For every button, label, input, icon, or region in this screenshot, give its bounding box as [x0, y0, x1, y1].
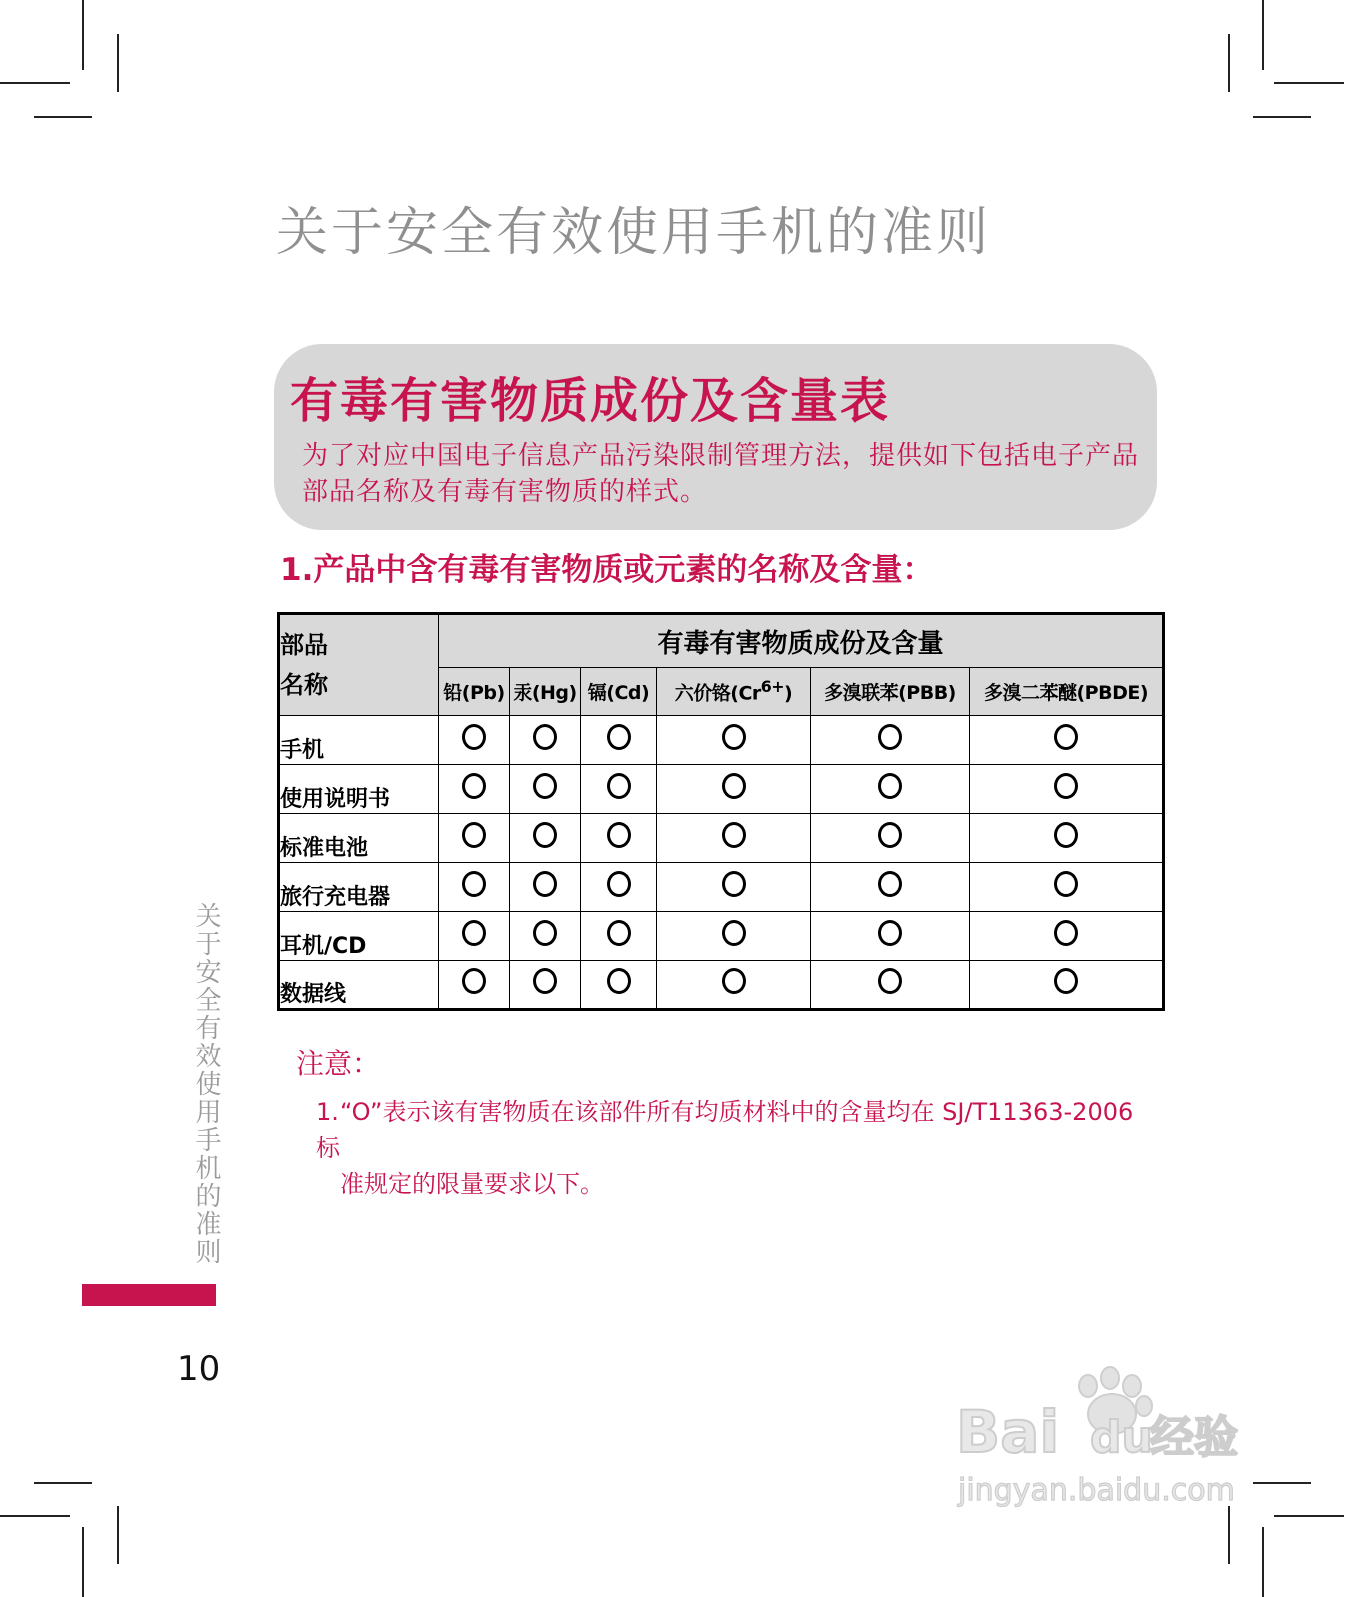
circle-o-mark	[1054, 968, 1078, 994]
svg-text:du: du	[1090, 1412, 1153, 1463]
part-header-line2: 名称	[280, 671, 328, 699]
substance-mark-cell	[581, 765, 657, 814]
substance-mark-cell	[510, 814, 581, 863]
substance-mark-cell	[510, 863, 581, 912]
circle-o-mark	[607, 822, 631, 848]
part-header-line1: 部品	[280, 631, 328, 659]
circle-o-mark	[1054, 724, 1078, 750]
substance-mark-cell	[510, 765, 581, 814]
substance-mark-cell	[439, 912, 510, 961]
substance-mark-cell	[510, 961, 581, 1010]
part-name-cell: 使用说明书	[279, 765, 439, 814]
circle-o-mark	[462, 968, 486, 994]
circle-o-mark	[878, 968, 902, 994]
note-item-number: 1.	[316, 1098, 339, 1126]
circle-o-mark	[722, 822, 746, 848]
note-item	[316, 1094, 1156, 1202]
circle-o-mark	[462, 871, 486, 897]
substance-mark-cell	[811, 765, 970, 814]
crop-mark	[34, 1482, 92, 1484]
hazardous-substance-table	[277, 612, 1165, 1011]
substance-mark-cell	[811, 961, 970, 1010]
column-header-pb: 铅(Pb)	[439, 668, 510, 716]
side-section-label: 关于安全有效使用手机的准则	[191, 902, 221, 1266]
substance-mark-cell	[970, 814, 1164, 863]
column-header-pbb: 多溴联苯(PBB)	[811, 668, 970, 716]
circle-o-mark	[462, 773, 486, 799]
circle-o-mark	[607, 871, 631, 897]
substance-mark-cell	[439, 814, 510, 863]
table-row	[279, 961, 1164, 1010]
substance-mark-cell	[581, 912, 657, 961]
crop-mark	[1262, 1527, 1264, 1597]
circle-o-mark	[607, 724, 631, 750]
substance-mark-cell	[510, 716, 581, 765]
circle-o-mark	[878, 724, 902, 750]
cr6-label: 六价铬(Cr	[674, 682, 761, 705]
substance-mark-cell	[510, 912, 581, 961]
part-name-cell: 旅行充电器	[279, 863, 439, 912]
column-header-cr6	[657, 668, 811, 716]
crop-mark	[82, 1527, 84, 1597]
column-header-pbde: 多溴二苯醚(PBDE)	[970, 668, 1164, 716]
circle-o-mark	[462, 920, 486, 946]
circle-o-mark	[1054, 822, 1078, 848]
circle-o-mark	[722, 724, 746, 750]
circle-o-mark	[533, 724, 557, 750]
circle-o-mark	[722, 968, 746, 994]
circle-o-mark	[462, 822, 486, 848]
crop-mark	[117, 34, 119, 92]
circle-o-mark	[722, 773, 746, 799]
intro-text: 为了对应中国电子信息产品污染限制管理方法，提供如下包括电子产品部品名称及有毒有害物质的样式。	[302, 441, 1140, 507]
circle-o-mark	[533, 822, 557, 848]
circle-o-mark	[878, 871, 902, 897]
cr6-close: )	[784, 682, 793, 705]
svg-text:jingyan.baidu.com: jingyan.baidu.com	[958, 1473, 1235, 1508]
table-row	[279, 716, 1164, 765]
substance-mark-cell	[439, 961, 510, 1010]
page-number: 10	[177, 1349, 221, 1389]
circle-o-mark	[1054, 773, 1078, 799]
substance-mark-cell	[581, 716, 657, 765]
note-title: 注意：	[296, 1047, 381, 1080]
substance-mark-cell	[581, 814, 657, 863]
substance-mark-cell	[811, 716, 970, 765]
substance-mark-cell	[581, 863, 657, 912]
substance-mark-cell	[657, 765, 811, 814]
circle-o-mark	[462, 724, 486, 750]
substance-mark-cell	[657, 716, 811, 765]
table-row	[279, 863, 1164, 912]
substance-mark-cell	[439, 716, 510, 765]
column-header-cd: 镉(Cd)	[581, 668, 657, 716]
part-name-cell: 数据线	[279, 961, 439, 1010]
circle-o-mark	[607, 920, 631, 946]
crop-mark	[1274, 82, 1344, 84]
substance-mark-cell	[970, 961, 1164, 1010]
side-accent-bar	[82, 1284, 216, 1306]
note-item-line2: 准规定的限量要求以下。	[340, 1170, 604, 1198]
circle-o-mark	[533, 871, 557, 897]
substance-mark-cell	[657, 863, 811, 912]
substance-group-header: 有毒有害物质成份及含量	[439, 614, 1164, 668]
circle-o-mark	[1054, 920, 1078, 946]
crop-mark	[82, 0, 84, 70]
baidu-jingyan-watermark-logo	[950, 1364, 1270, 1514]
crop-mark	[117, 1506, 119, 1564]
circle-o-mark	[722, 871, 746, 897]
circle-o-mark	[533, 773, 557, 799]
part-name-cell: 标准电池	[279, 814, 439, 863]
circle-o-mark	[878, 773, 902, 799]
svg-text:Bai: Bai	[956, 1398, 1060, 1466]
crop-mark	[1228, 34, 1230, 92]
crop-mark	[1262, 0, 1264, 70]
circle-o-mark	[533, 920, 557, 946]
substance-mark-cell	[970, 716, 1164, 765]
circle-o-mark	[878, 920, 902, 946]
substance-mark-cell	[657, 912, 811, 961]
column-header-hg: 汞(Hg)	[510, 668, 581, 716]
crop-mark	[1253, 116, 1311, 118]
svg-text:经验: 经验	[1150, 1412, 1238, 1463]
substance-mark-cell	[970, 912, 1164, 961]
substance-mark-cell	[811, 814, 970, 863]
substance-mark-cell	[439, 863, 510, 912]
intro-heading: 有毒有害物质成份及含量表	[290, 373, 891, 429]
crop-mark	[0, 82, 70, 84]
crop-mark	[34, 116, 92, 118]
table-row	[279, 814, 1164, 863]
substance-mark-cell	[811, 863, 970, 912]
substance-mark-cell	[970, 765, 1164, 814]
substance-mark-cell	[811, 912, 970, 961]
section-title: 1.产品中含有毒有害物质或元素的名称及含量：	[280, 552, 934, 588]
part-name-cell: 耳机/CD	[279, 912, 439, 961]
cr6-superscript: 6+	[760, 677, 785, 697]
circle-o-mark	[607, 773, 631, 799]
substance-mark-cell	[657, 961, 811, 1010]
part-name-cell: 手机	[279, 716, 439, 765]
circle-o-mark	[878, 822, 902, 848]
substance-mark-cell	[657, 814, 811, 863]
substance-mark-cell	[970, 863, 1164, 912]
substance-mark-cell	[439, 765, 510, 814]
circle-o-mark	[722, 920, 746, 946]
circle-o-mark	[533, 968, 557, 994]
substance-mark-cell	[581, 961, 657, 1010]
table-row	[279, 912, 1164, 961]
table-row	[279, 765, 1164, 814]
circle-o-mark	[1054, 871, 1078, 897]
crop-mark	[1228, 1506, 1230, 1564]
crop-mark	[1274, 1515, 1344, 1517]
crop-mark	[0, 1515, 70, 1517]
circle-o-mark	[607, 968, 631, 994]
note-item-line1: “O”表示该有害物质在该部件所有均质材料中的含量均在 SJ/T11363-2006 标	[316, 1098, 1134, 1162]
part-name-header	[279, 614, 439, 716]
page-title: 关于安全有效使用手机的准则	[276, 203, 992, 263]
